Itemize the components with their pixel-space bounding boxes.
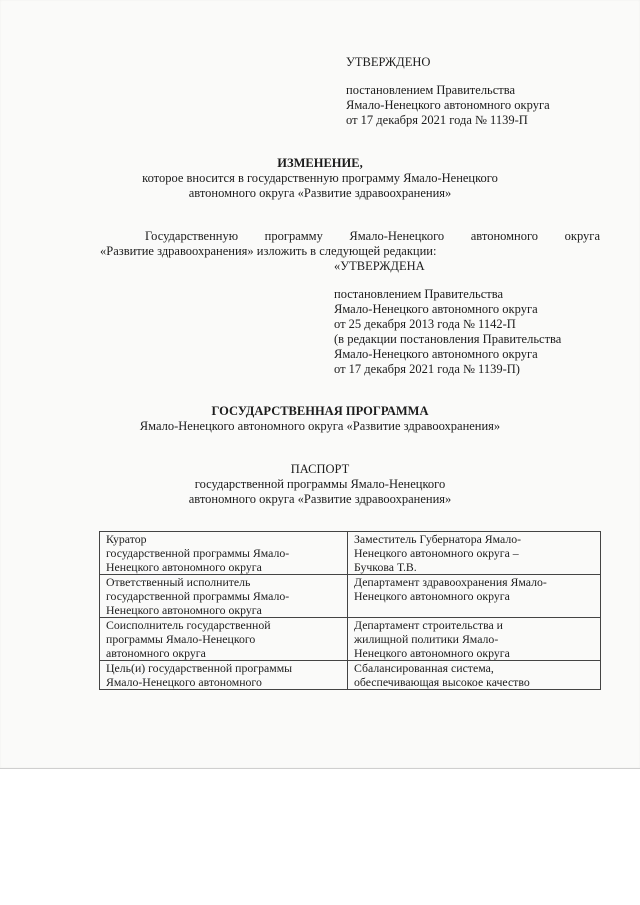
amendment-subtitle: которое вносится в государственную программу Ямало-Ненецкого — [142, 171, 498, 185]
program-subtitle: Ямало-Ненецкого автономного округа «Развитие здравоохранения» — [139, 419, 501, 433]
inner-approval-line: постановлением Правительства — [334, 287, 504, 301]
table-cell-value — [348, 661, 601, 690]
cell-line — [354, 603, 594, 617]
cell-line: Ненецкого автономного округа — [106, 603, 262, 617]
cell-line: Бучкова Т.В. — [354, 560, 417, 574]
approval-line: постановлением Правительства — [346, 83, 516, 97]
inner-approval-line: от 25 декабря 2013 года № 1142-П — [334, 317, 516, 331]
cell-line: Ненецкого автономного округа — [106, 560, 262, 574]
cell-line: жилищной политики Ямало- — [354, 632, 499, 646]
inner-approval-heading: «УТВЕРЖДЕНА — [334, 259, 425, 273]
cell-line: Куратор — [106, 532, 147, 546]
table-cell-value — [348, 618, 601, 661]
inner-approval-line: Ямало-Ненецкого автономного округа — [334, 302, 538, 316]
cell-line: Ямало-Ненецкого автономного — [106, 675, 262, 689]
table-cell-value — [348, 575, 601, 618]
passport-subtitle: автономного округа «Развитие здравоохранения» — [188, 492, 452, 506]
program-title: ГОСУДАРСТВЕННАЯ ПРОГРАММА — [211, 404, 429, 418]
cell-line: Сбалансированная система, — [354, 661, 494, 675]
table-row — [100, 661, 601, 690]
cell-line: программы Ямало-Ненецкого — [106, 632, 256, 646]
passport-subtitle: государственной программы Ямало-Ненецкого — [194, 477, 446, 491]
table-cell-label — [100, 532, 348, 575]
cell-line: Заместитель Губернатора Ямало- — [354, 532, 522, 546]
table-row — [100, 575, 601, 618]
cell-line: обеспечивающая высокое качество — [354, 675, 530, 689]
table-row — [100, 618, 601, 661]
cell-line: Ответственный исполнитель — [106, 575, 251, 589]
passport-table — [99, 531, 601, 690]
cell-line: Ненецкого автономного округа – — [354, 546, 519, 560]
amendment-title: ИЗМЕНЕНИЕ, — [277, 156, 363, 170]
cell-line: государственной программы Ямало- — [106, 546, 290, 560]
intro-text: «Развитие здравоохранения» изложить в следующей редакции: — [100, 244, 437, 258]
inner-approval-line: (в редакции постановления Правительства — [334, 332, 562, 346]
table-cell-label — [100, 661, 348, 690]
table-row — [100, 532, 601, 575]
inner-approval-line: от 17 декабря 2021 года № 1139-П) — [334, 362, 520, 376]
cell-line: Цель(и) государственной программы — [106, 661, 293, 675]
approval-heading: УТВЕРЖДЕНО — [346, 55, 431, 69]
intro-text: Государственную программу Ямало-Ненецкого автономного округа — [145, 229, 600, 243]
amendment-subtitle: автономного округа «Развитие здравоохранения» — [188, 186, 452, 200]
cell-line: Соисполнитель государственной — [106, 618, 271, 632]
cell-line: Ненецкого автономного округа — [354, 589, 510, 603]
cell-line: Департамент здравоохранения Ямало- — [354, 575, 547, 589]
cell-line: государственной программы Ямало- — [106, 589, 290, 603]
approval-line: Ямало-Ненецкого автономного округа — [346, 98, 550, 112]
passport-title: ПАСПОРТ — [290, 462, 350, 476]
cell-line: автономного округа — [106, 646, 206, 660]
cell-line: Департамент строительства и — [354, 618, 503, 632]
table-cell-label — [100, 618, 348, 661]
inner-approval-line: Ямало-Ненецкого автономного округа — [334, 347, 538, 361]
table-cell-value — [348, 532, 601, 575]
table-cell-label — [100, 575, 348, 618]
approval-line: от 17 декабря 2021 года № 1139-П — [346, 113, 528, 127]
cell-line: Ненецкого автономного округа — [354, 646, 510, 660]
